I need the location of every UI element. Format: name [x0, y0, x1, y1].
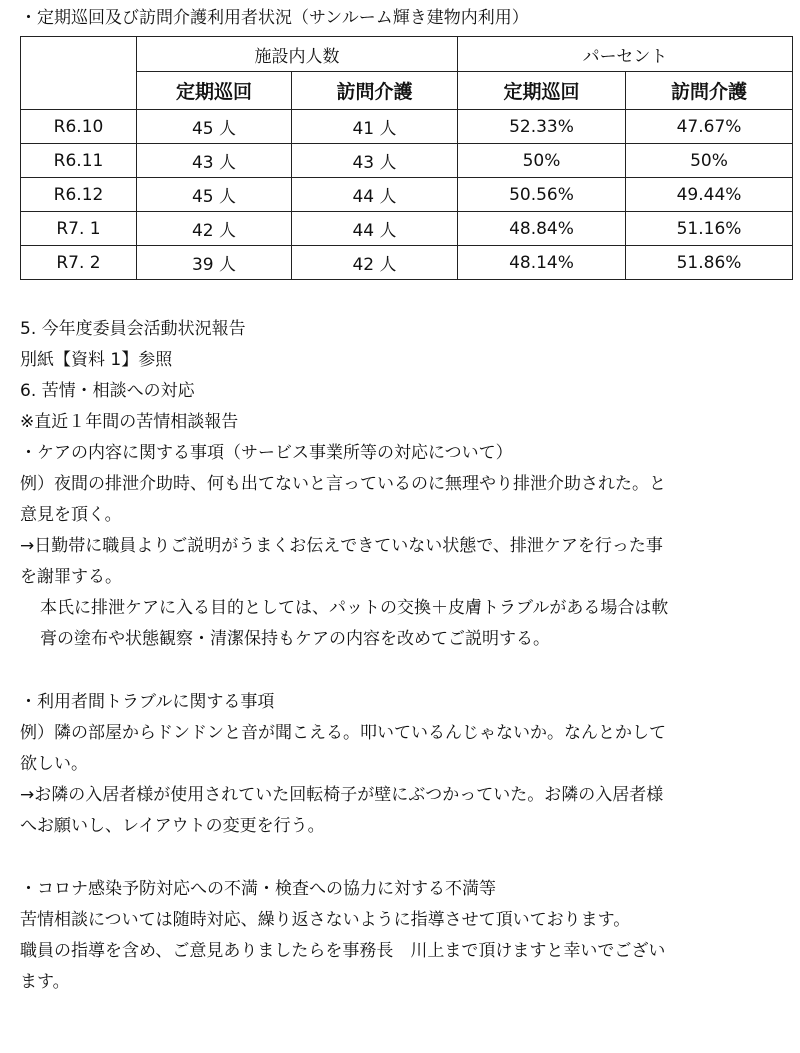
cell-houmon-percent: 51.16% [626, 212, 793, 246]
cell-houmon-count: 44 人 [292, 212, 458, 246]
blank-line [20, 842, 790, 874]
report-body [20, 314, 790, 998]
table-row [21, 110, 793, 144]
cell-houmon-percent: 49.44% [626, 178, 793, 212]
cell-period: R6.10 [21, 110, 137, 144]
cell-teiki-count: 43 人 [137, 144, 292, 178]
cell-teiki-count: 45 人 [137, 110, 292, 144]
table-row [21, 212, 793, 246]
text-line: 本氏に排泄ケアに入る目的としては、パットの交換＋皮膚トラブルがある場合は軟 [40, 598, 669, 618]
header-houmon-count: 訪問介護 [292, 72, 458, 110]
text-line: ・利用者間トラブルに関する事項 [20, 692, 275, 712]
cell-houmon-count: 41 人 [292, 110, 458, 144]
text-line: →日勤帯に職員よりご説明がうまくお伝えできていない状態で、排泄ケアを行った事 [20, 536, 663, 556]
header-teiki-percent: 定期巡回 [458, 72, 626, 110]
table-row [21, 178, 793, 212]
cell-houmon-percent: 51.86% [626, 246, 793, 280]
cell-period: R6.11 [21, 144, 137, 178]
text-line: ます。 [20, 972, 70, 992]
cell-teiki-percent: 48.14% [458, 246, 626, 280]
cell-teiki-percent: 50% [458, 144, 626, 178]
cell-teiki-count: 42 人 [137, 212, 292, 246]
text-line: 膏の塗布や状態観察・清潔保持もケアの内容を改めてご説明する。 [40, 629, 550, 649]
header-facility-count: 施設内人数 [137, 37, 458, 72]
section-heading-committee: 5. 今年度委員会活動状況報告 [20, 319, 246, 339]
text-line: を謝罪する。 [20, 567, 122, 587]
cell-teiki-percent: 48.84% [458, 212, 626, 246]
cell-houmon-count: 43 人 [292, 144, 458, 178]
table-group-header-row [21, 37, 793, 72]
table-title: ・定期巡回及び訪問介護利用者状況（サンルーム輝き建物内利用） [20, 8, 529, 28]
text-line: 別紙【資料 1】参照 [20, 350, 173, 370]
text-line: 例）隣の部屋からドンドンと音が聞こえる。叩いているんじゃないか。なんとかして [20, 723, 666, 743]
cell-period: R7. 2 [21, 246, 137, 280]
table-row [21, 246, 793, 280]
table-sub-header-row [21, 72, 793, 110]
text-line: →お隣の入居者様が使用されていた回転椅子が壁にぶつかっていた。お隣の入居者様 [20, 785, 664, 805]
section-heading-complaints: 6. 苦情・相談への対応 [20, 381, 195, 401]
text-line: へお願いし、レイアウトの変更を行う。 [20, 816, 325, 836]
text-line: ※直近１年間の苦情相談報告 [20, 412, 239, 432]
usage-status-table [20, 36, 793, 280]
cell-teiki-percent: 50.56% [458, 178, 626, 212]
text-line: 苦情相談については随時対応、繰り返さないように指導させて頂いております。 [20, 910, 631, 930]
text-line: ・ケアの内容に関する事項（サービス事業所等の対応について） [20, 443, 513, 463]
cell-houmon-count: 44 人 [292, 178, 458, 212]
text-line: 意見を頂く。 [20, 505, 122, 525]
cell-houmon-percent: 50% [626, 144, 793, 178]
cell-period: R7. 1 [21, 212, 137, 246]
header-teiki-count: 定期巡回 [137, 72, 292, 110]
cell-teiki-count: 45 人 [137, 178, 292, 212]
period-header-cell [21, 37, 137, 110]
blank-line [20, 655, 790, 687]
cell-teiki-count: 39 人 [137, 246, 292, 280]
table-row [21, 144, 793, 178]
cell-houmon-percent: 47.67% [626, 110, 793, 144]
header-houmon-percent: 訪問介護 [626, 72, 793, 110]
cell-period: R6.12 [21, 178, 137, 212]
cell-teiki-percent: 52.33% [458, 110, 626, 144]
text-line: 欲しい。 [20, 754, 88, 774]
cell-houmon-count: 42 人 [292, 246, 458, 280]
text-line: 職員の指導を含め、ご意見ありましたらを事務長 川上まで頂けますと幸いでござい [20, 941, 666, 961]
text-line: ・コロナ感染予防対応への不満・検査への協力に対する不満等 [20, 879, 496, 899]
header-percent: パーセント [458, 37, 793, 72]
text-line: 例）夜間の排泄介助時、何も出てないと言っているのに無理やり排泄介助された。と [20, 474, 666, 494]
